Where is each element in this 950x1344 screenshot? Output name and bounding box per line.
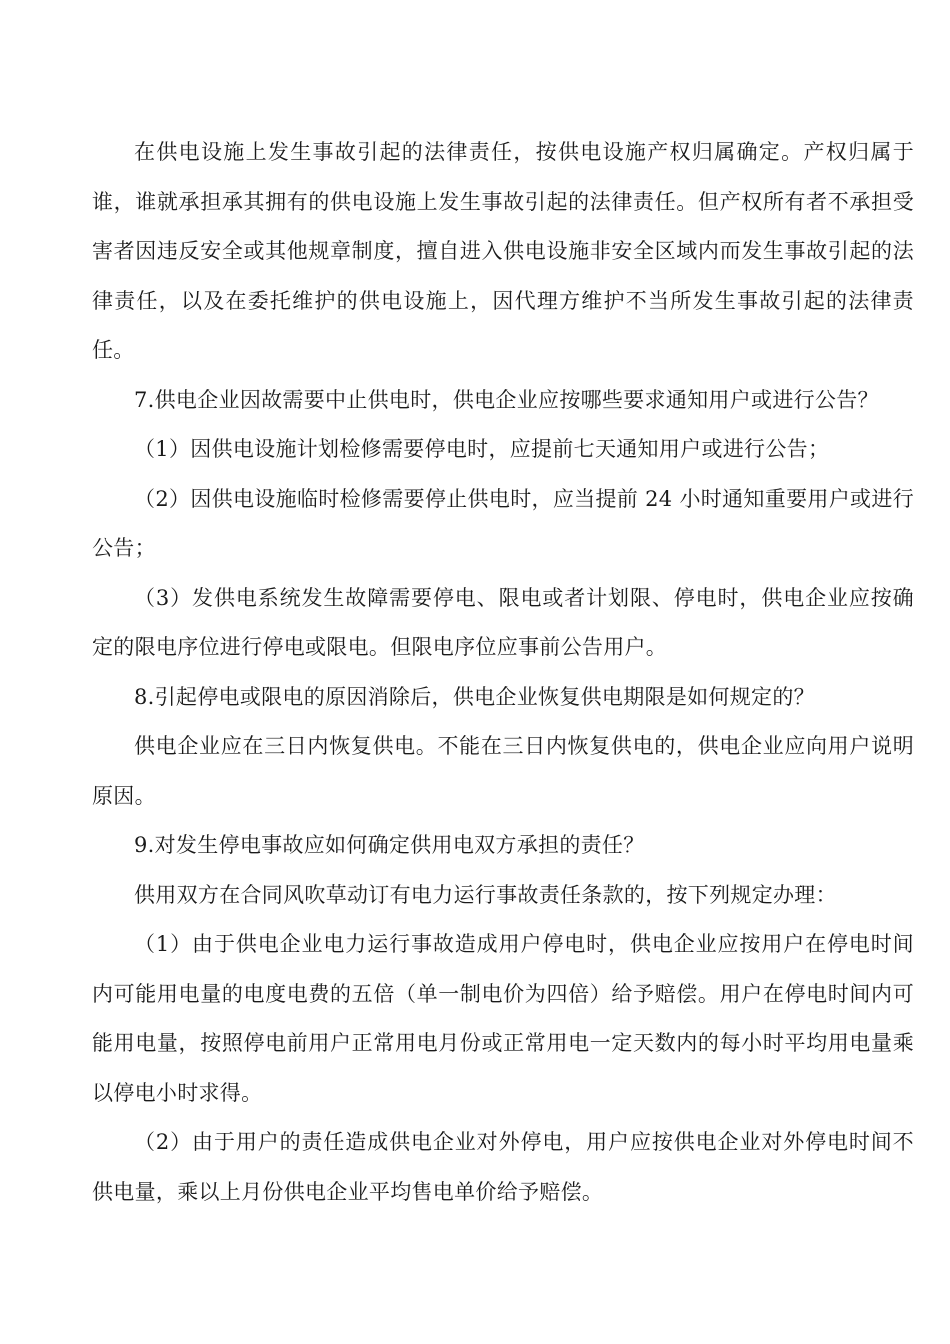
- question-8-heading: 8.引起停电或限电的原因消除后，供电企业恢复供电期限是如何规定的？: [134, 684, 815, 709]
- answer-9-item-1: （1）由于供电企业电力运行事故造成用户停电时，供电企业应按用户在停电时间内可能用电量的电度电费的五倍（单一制电价为四倍）给予赔偿。用户在停电时间内可能用电量，按照停电前用户正常用电月份或正常用电一定天数内的每小时平均用电量乘以停电小时求得。: [92, 932, 914, 1105]
- answer-9-item-2: （2）由于用户的责任造成供电企业对外停电，用户应按供电企业对外停电时间不供电量，乘以上月份供电企业平均售电单价给予赔偿。: [92, 1130, 914, 1204]
- document-body: [92, 128, 914, 1217]
- question-9-heading: 9.对发生停电事故应如何确定供用电双方承担的责任？: [134, 833, 645, 857]
- answer-7-item-1: （1）因供电设施计划检修需要停电时，应提前七天通知用户或进行公告；: [134, 437, 830, 461]
- answer-7-item-3: （3）发供电系统发生故障需要停电、限电或者计划限、停电时，供电企业应按确定的限电序位进行停电或限电。但限电序位应事前公告用户。: [92, 585, 914, 659]
- question-7-heading: 7.供电企业因故需要中止供电时，供电企业应按哪些要求通知用户或进行公告？: [134, 387, 879, 412]
- answer-7-item-2: （2）因供电设施临时检修需要停止供电时，应当提前 24 小时通知重要用户或进行公告；: [92, 486, 914, 560]
- paragraph-liability-by-ownership: 在供电设施上发生事故引起的法律责任，按供电设施产权归属确定。产权归属于谁，谁就承担承其拥有的供电设施上发生事故引起的法律责任。但产权所有者不承担受害者因违反安全或其他规章制度，擅自进入供电设施非安全区域内而发生事故引起的法律责任，以及在委托维护的供电设施上，因代理方维护不当所发生事故引起的法律责任。: [92, 140, 914, 362]
- answer-9-intro: 供用双方在合同风吹草动订有电力运行事故责任条款的，按下列规定办理：: [134, 882, 837, 907]
- answer-8-paragraph: 供电企业应在三日内恢复供电。不能在三日内恢复供电的，供电企业应向用户说明原因。: [92, 734, 914, 808]
